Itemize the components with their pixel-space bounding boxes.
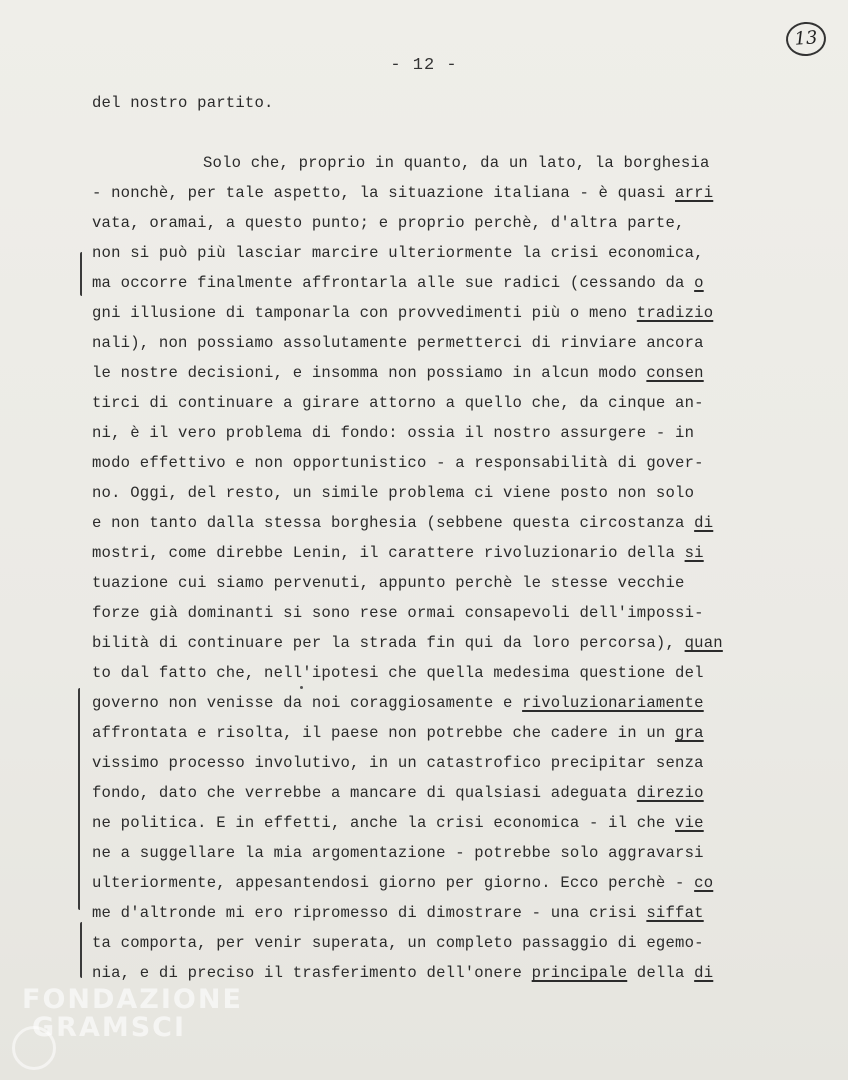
underlined-text: si bbox=[684, 544, 704, 562]
underlined-text: arri bbox=[675, 184, 714, 202]
text-segment: ni, è il vero problema di fondo: ossia il nostro assurgere - in bbox=[92, 424, 695, 442]
text-segment: bilità di continuare per la strada fin qui da loro percorsa), bbox=[92, 634, 685, 652]
text-segment: tuazione cui siamo pervenuti, appunto perchè le stesse vecchie bbox=[92, 574, 685, 592]
text-line bbox=[92, 963, 752, 983]
text-line bbox=[92, 783, 752, 803]
underlined-text: di bbox=[694, 964, 714, 982]
text-line bbox=[92, 573, 752, 593]
margin-mark bbox=[80, 922, 82, 978]
text-line bbox=[92, 333, 752, 353]
underlined-text: direzio bbox=[636, 784, 704, 802]
text-line bbox=[92, 243, 752, 263]
text-segment: governo non venisse da noi coraggiosamente e bbox=[92, 694, 523, 712]
text-segment: no. Oggi, del resto, un simile problema ci viene posto non solo bbox=[92, 484, 695, 502]
underlined-text: di bbox=[694, 514, 714, 532]
text-line bbox=[92, 603, 752, 623]
text-segment: della bbox=[627, 964, 695, 982]
watermark-line: GRAMSCI bbox=[32, 1012, 187, 1043]
text-segment: - nonchè, per tale aspetto, la situazione italiana - è quasi bbox=[92, 184, 676, 202]
underlined-text: gra bbox=[675, 724, 704, 742]
underlined-text: principale bbox=[531, 964, 628, 982]
text-line bbox=[92, 543, 752, 563]
ink-dot bbox=[300, 686, 303, 689]
text-line bbox=[92, 423, 752, 443]
text-line bbox=[92, 513, 752, 533]
underlined-text: rivoluzionariamente bbox=[522, 694, 704, 712]
text-segment: gni illusione di tamponarla con provvedimenti più o meno bbox=[92, 304, 637, 322]
text-segment: ne a suggellare la mia argomentazione - potrebbe solo aggravarsi bbox=[92, 844, 704, 862]
text-line bbox=[92, 393, 752, 413]
text-segment: non si può più lasciar marcire ulteriormente la crisi economica, bbox=[92, 244, 704, 262]
folio-number: 13 bbox=[785, 21, 827, 58]
text-segment: me d'altronde mi ero ripromesso di dimostrare - una crisi bbox=[92, 904, 647, 922]
text-line bbox=[92, 753, 752, 773]
text-segment: vissimo processo involutivo, in un catastrofico precipitar senza bbox=[92, 754, 704, 772]
text-segment: del nostro partito. bbox=[92, 94, 274, 112]
text-segment: nia, e di preciso il trasferimento dell'onere bbox=[92, 964, 532, 982]
text-line bbox=[92, 363, 752, 383]
text-segment: fondo, dato che verrebbe a mancare di qualsiasi adeguata bbox=[92, 784, 637, 802]
watermark bbox=[22, 984, 243, 1043]
text-line bbox=[92, 723, 752, 743]
text-segment: le nostre decisioni, e insomma non possiamo in alcun modo bbox=[92, 364, 647, 382]
text-line bbox=[92, 633, 752, 653]
text-line bbox=[92, 663, 752, 683]
text-segment: modo effettivo e non opportunistico - a responsabilità di gover- bbox=[92, 454, 704, 472]
underlined-text: quan bbox=[684, 634, 723, 652]
text-line bbox=[92, 483, 752, 503]
text-line bbox=[92, 843, 752, 863]
underlined-text: siffat bbox=[646, 904, 704, 922]
text-segment: Solo che, proprio in quanto, da un lato, la borghesia bbox=[203, 154, 710, 172]
underlined-text: o bbox=[694, 274, 704, 292]
text-segment: ulteriormente, appesantendosi giorno per giorno. Ecco perchè - bbox=[92, 874, 695, 892]
text-line bbox=[92, 183, 752, 203]
margin-mark bbox=[80, 252, 82, 296]
watermark-line: FONDAZIONE bbox=[22, 984, 243, 1015]
margin-mark bbox=[78, 688, 80, 910]
text-line bbox=[92, 903, 752, 923]
text-line bbox=[92, 303, 752, 323]
text-segment: affrontata e risolta, il paese non potrebbe che cadere in un bbox=[92, 724, 676, 742]
text-line bbox=[203, 153, 848, 173]
text-line bbox=[92, 213, 752, 233]
text-line bbox=[92, 93, 752, 113]
text-segment: ne politica. E in effetti, anche la crisi economica - il che bbox=[92, 814, 676, 832]
text-segment: ta comporta, per venir superata, un completo passaggio di egemo- bbox=[92, 934, 704, 952]
text-segment: tirci di continuare a girare attorno a quello che, da cinque an- bbox=[92, 394, 704, 412]
text-line bbox=[92, 873, 752, 893]
page-number: - 12 - bbox=[390, 56, 458, 75]
text-line bbox=[92, 813, 752, 833]
text-segment: to dal fatto che, nell'ipotesi che quella medesima questione del bbox=[92, 664, 704, 682]
text-line bbox=[92, 693, 752, 713]
text-line bbox=[92, 453, 752, 473]
text-segment: vata, oramai, a questo punto; e proprio perchè, d'altra parte, bbox=[92, 214, 685, 232]
text-line bbox=[92, 933, 752, 953]
text-segment: nali), non possiamo assolutamente permetterci di rinviare ancora bbox=[92, 334, 704, 352]
text-segment: e non tanto dalla stessa borghesia (sebbene questa circostanza bbox=[92, 514, 695, 532]
underlined-text: consen bbox=[646, 364, 704, 382]
text-line bbox=[92, 273, 752, 293]
underlined-text: co bbox=[694, 874, 714, 892]
text-segment: ma occorre finalmente affrontarla alle sue radici (cessando da bbox=[92, 274, 695, 292]
text-segment: mostri, come direbbe Lenin, il carattere rivoluzionario della bbox=[92, 544, 685, 562]
underlined-text: vie bbox=[675, 814, 704, 832]
text-segment: forze già dominanti si sono rese ormai consapevoli dell'impossi- bbox=[92, 604, 704, 622]
underlined-text: tradizio bbox=[636, 304, 714, 322]
